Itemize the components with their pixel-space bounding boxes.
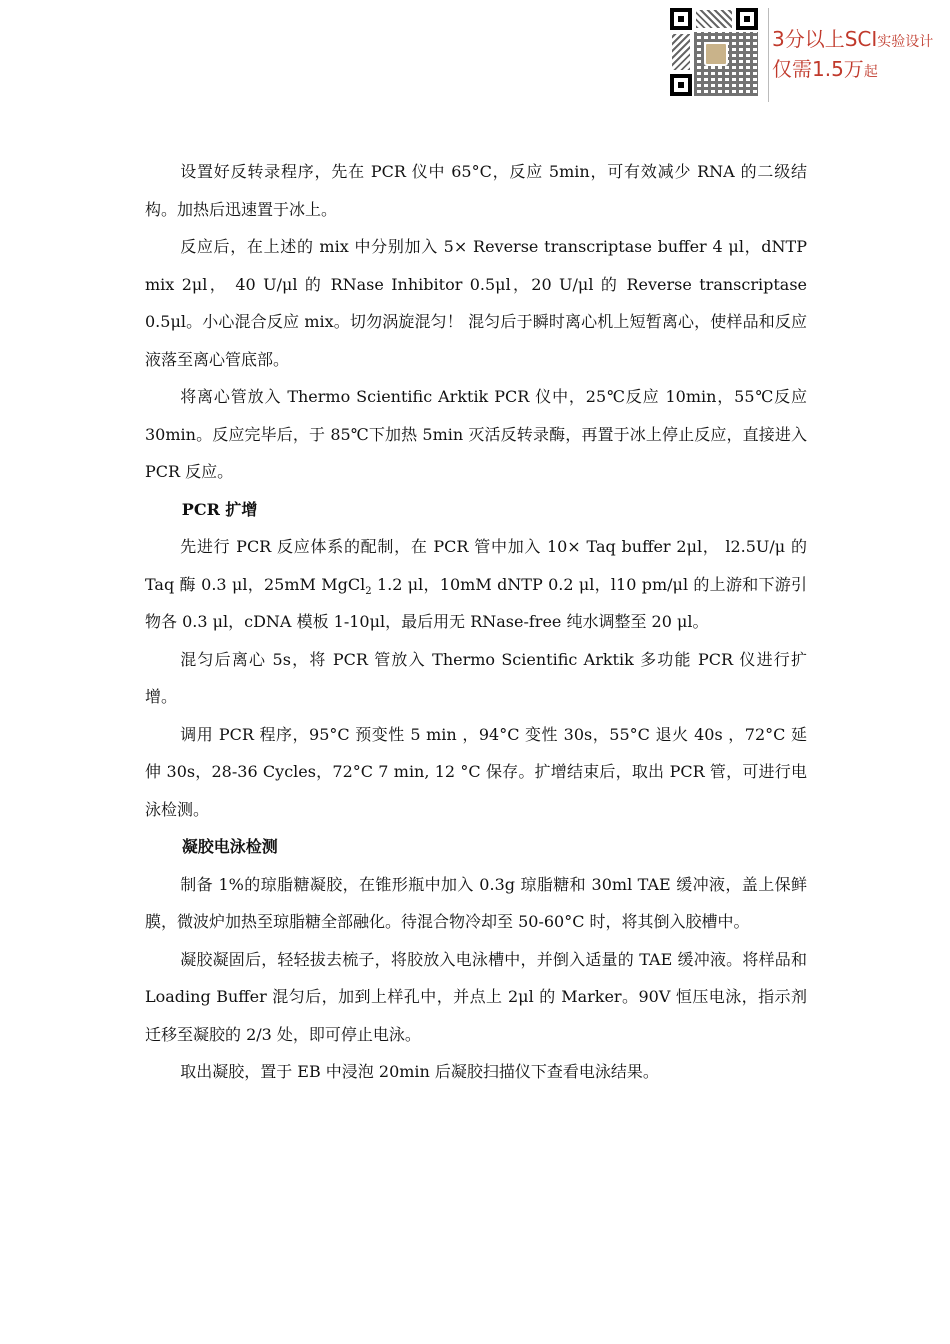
section-heading-gel: 凝胶电泳检测 [181, 837, 278, 856]
section-heading-pcr: PCR 扩增 [181, 499, 258, 519]
qr-logo-icon [704, 42, 728, 66]
paragraph: 制备 1%的琼脂糖凝胶，在锥形瓶中加入 0.3g 琼脂糖和 30ml TAE 缓冲液，盖上保鲜膜，微波炉加热至琼脂糖全部融化。待混合物冷却至 50-60°C 时，将其倒入胶槽中。 [145, 874, 807, 931]
paragraph: 取出凝胶，置于 EB 中浸泡 20min 后凝胶扫描仪下查看电泳结果。 [180, 1062, 659, 1081]
qr-finder-pattern [736, 8, 758, 30]
paragraph [145, 528, 807, 641]
qr-modules [672, 34, 690, 70]
header-divider [768, 8, 769, 102]
promo-text[interactable] [772, 26, 933, 86]
paragraph-text: 先进行 PCR 反应体系的配制，在 PCR 管中加入 10× Taq buffer 2μl， l2.5U/μ 的 Taq 酶 0.3 μl，25mM MgCl [145, 537, 807, 594]
subscript: 2 [365, 585, 372, 597]
paragraph: 混匀后离心 5s，将 PCR 管放入 Thermo Scientific Arktik 多功能 PCR 仪进行扩增。 [145, 649, 807, 706]
paragraph: 调用 PCR 程序，95°C 预变性 5 min ，94°C 变性 30s，55°C 退火 40s ，72°C 延伸 30s，28-36 Cycles，72°C 7 min, 12 °C 保存。扩增结束后，取出 PCR 管，可进行电泳检测。 [145, 724, 807, 819]
qr-code-icon[interactable] [668, 6, 760, 98]
document-body [145, 153, 807, 1091]
paragraph: 将离心管放入 Thermo Scientific Arktik PCR 仪中，25℃反应 10min，55℃反应 30min。反应完毕后，于 85℃下加热 5min 灭活反转录酶，再置于冰上停止反应，直接进入 PCR 反应。 [145, 387, 807, 481]
promo-line2-small: 起 [863, 64, 878, 80]
paragraph: 反应后，在上述的 mix 中分别加入 5× Reverse transcriptase buffer 4 μl，dNTP mix 2μl， 40 U/μl 的 RNase Inhibitor 0.5μl，20 U/μl 的 Reverse transcriptase 0.5μl。小心混合反应 mix。切勿涡旋混匀！ 混匀后于瞬时离心机上短暂离心，使样品和反应液落至离心管底部。 [145, 237, 807, 369]
promo-line2: 仅需1.5万 [772, 57, 864, 81]
promo-line1-small: 实验设计 [877, 34, 934, 50]
promo-line1: 3分以上SCI [772, 27, 878, 51]
qr-finder-pattern [670, 8, 692, 30]
paragraph: 凝胶凝固后，轻轻拔去梳子，将胶放入电泳槽中，并倒入适量的 TAE 缓冲液。将样品和 Loading Buffer 混匀后，加到上样孔中，并点上 2μl 的 Marker。90V 恒压电泳，指示剂迁移至凝胶的 2/3 处，即可停止电泳。 [145, 949, 807, 1044]
qr-modules [696, 10, 732, 28]
paragraph: 设置好反转录程序，先在 PCR 仪中 65°C，反应 5min，可有效减少 RNA 的二级结构。加热后迅速置于冰上。 [145, 162, 807, 219]
qr-finder-pattern [670, 74, 692, 96]
paragraph-text: 1.2 μl，10mM dNTP 0.2 μl，l10 pm/μl 的上游和下游引物各 0.3 μl，cDNA 模板 1-10μl，最后用无 RNase-free 纯水调整至 20 μl。 [145, 574, 807, 631]
